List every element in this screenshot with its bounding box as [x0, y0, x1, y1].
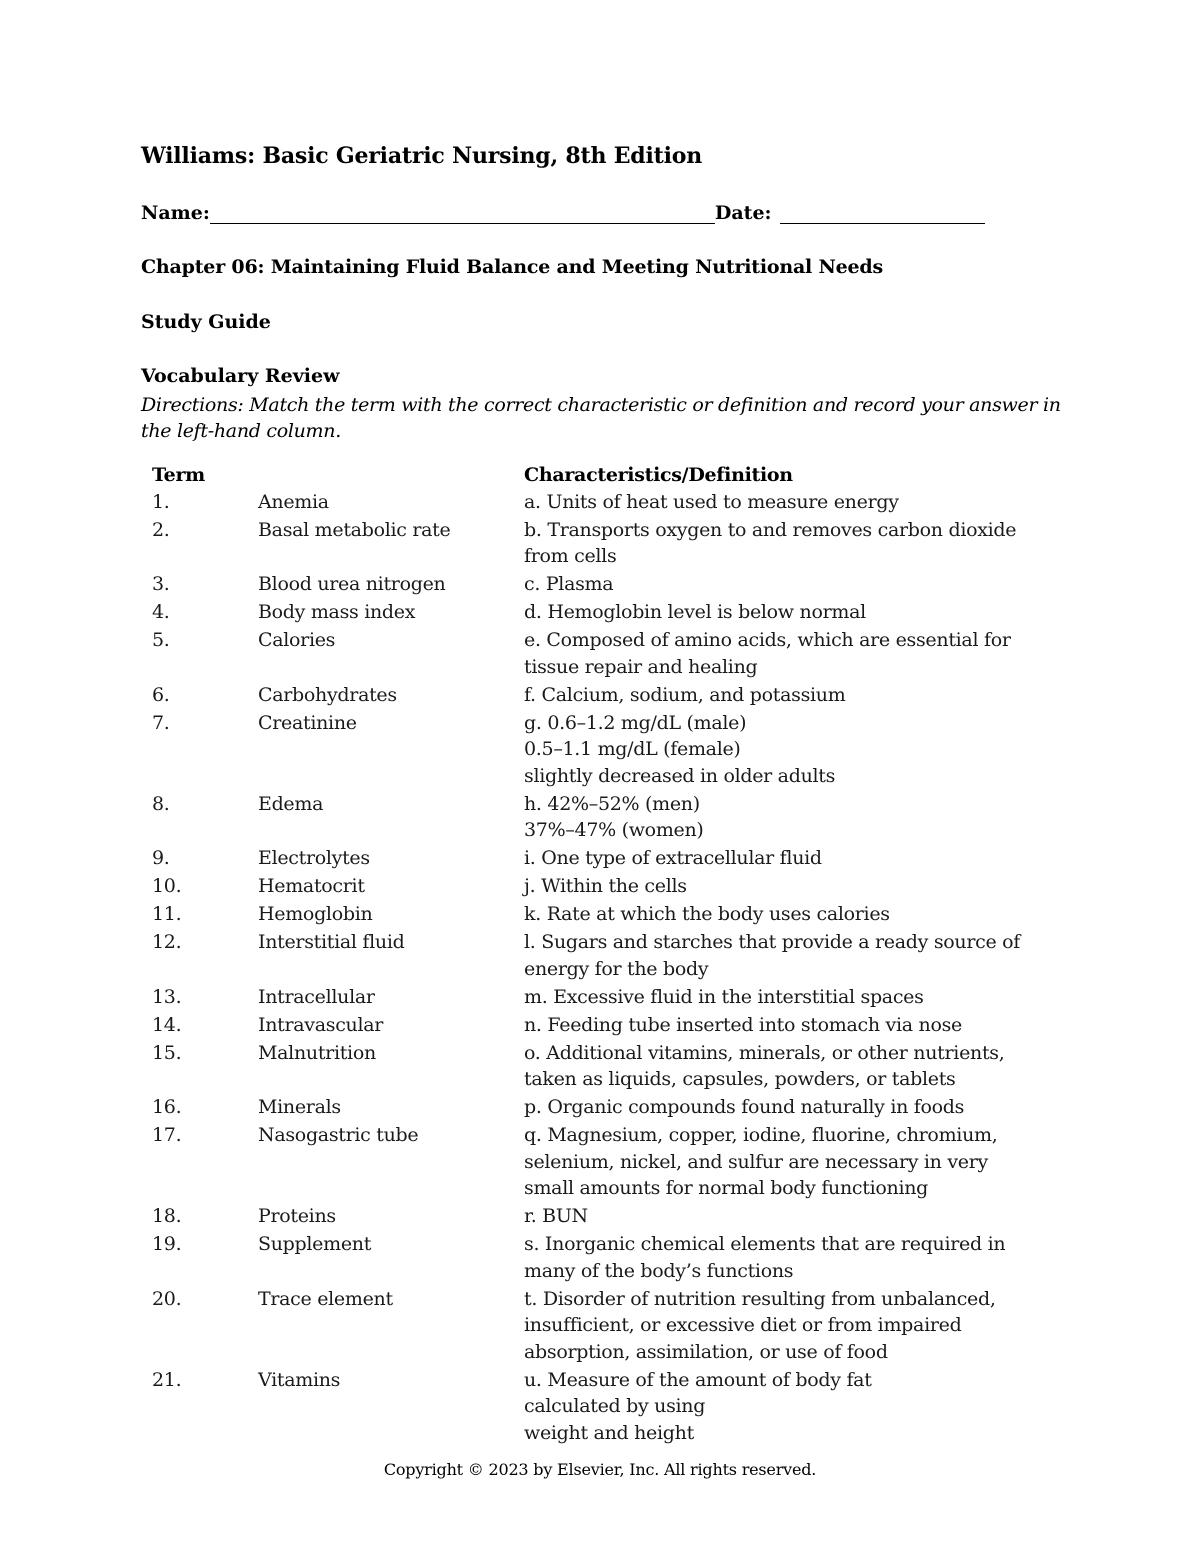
definition-cell: [524, 791, 1034, 844]
definition-line: k. Rate at which the body uses calories: [524, 903, 890, 925]
definition-line: q. Magnesium, copper, iodine, fluorine, chromium,: [524, 1124, 998, 1146]
copyright-footer: Copyright © 2023 by Elsevier, Inc. All rights reserved.: [383, 1460, 817, 1479]
definition-cell: [524, 1203, 1034, 1230]
definition-column-header: Characteristics/Definition: [524, 464, 793, 486]
term-name: Vitamins: [258, 1368, 341, 1391]
term-name: Hemoglobin: [258, 903, 373, 925]
definition-line: calculated by using: [524, 1395, 706, 1417]
term-name: Edema: [258, 792, 324, 815]
definition-cell: [524, 1094, 1034, 1121]
term-name: Intravascular: [258, 1013, 384, 1036]
definition-line: g. 0.6–1.2 mg/dL (male): [524, 711, 747, 734]
term-name: Malnutrition: [258, 1041, 376, 1064]
definition-line: n. Feeding tube inserted into stomach via nose: [524, 1013, 962, 1036]
definition-cell: [524, 1286, 1034, 1366]
definition-cell: [524, 710, 1034, 790]
definition-line: r. BUN: [524, 1205, 588, 1227]
definition-cell: [524, 682, 1034, 709]
definition-line: j. Within the cells: [524, 875, 687, 897]
definition-cell: [524, 599, 1034, 626]
term-name: Calories: [258, 629, 336, 651]
definition-line: u. Measure of the amount of body fat: [524, 1368, 872, 1391]
term-number: 15.: [152, 1041, 182, 1064]
name-label: Name:: [141, 202, 210, 224]
table-row: [152, 1367, 1034, 1447]
term-name: Nasogastric tube: [258, 1124, 419, 1146]
definition-line: insufficient, or excessive diet or from impaired: [524, 1314, 962, 1336]
term-name: Proteins: [258, 1205, 336, 1227]
term-number: 9.: [152, 847, 170, 869]
definition-cell: [524, 929, 1034, 982]
definition-line: c. Plasma: [524, 573, 614, 595]
term-name: Intracellular: [258, 985, 375, 1008]
term-name: Electrolytes: [258, 847, 370, 869]
term-number: 1.: [152, 490, 170, 513]
date-label: Date:: [714, 202, 772, 224]
term-number: 7.: [152, 711, 170, 734]
definition-line: selenium, nickel, and sulfur are necessary in very: [524, 1150, 988, 1173]
definition-cell: [524, 1012, 1034, 1039]
table-row: [152, 901, 1034, 928]
definition-line: tissue repair and healing: [524, 655, 758, 678]
definition-line: h. 42%–52% (men): [524, 792, 700, 815]
definition-line: s. Inorganic chemical elements that are required in: [524, 1233, 1006, 1255]
term-name: Blood urea nitrogen: [258, 573, 446, 595]
chapter-heading: Chapter 06: Maintaining Fluid Balance and Meeting Nutritional Needs: [141, 256, 884, 278]
table-row: [152, 1203, 1034, 1230]
definition-cell: [524, 873, 1034, 900]
term-number: 8.: [152, 792, 170, 815]
term-name: Minerals: [258, 1096, 341, 1118]
term-number: 19.: [152, 1233, 182, 1255]
vocabulary-table: [152, 462, 1034, 1448]
term-number: 18.: [152, 1205, 182, 1227]
table-row: [152, 710, 1034, 790]
definition-cell: [524, 845, 1034, 872]
term-name: Trace element: [258, 1287, 393, 1310]
table-row: [152, 1286, 1034, 1366]
definition-cell: [524, 1231, 1034, 1284]
term-name: Anemia: [258, 490, 329, 513]
table-row: [152, 627, 1034, 680]
name-date-row: [141, 202, 1001, 224]
definition-cell: [524, 571, 1034, 598]
definition-line: from cells: [524, 545, 617, 567]
definition-cell: [524, 1122, 1034, 1202]
definition-line: 0.5–1.1 mg/dL (female): [524, 738, 741, 760]
table-row: [152, 1094, 1034, 1121]
table-row: [152, 1040, 1034, 1093]
definition-line: e. Composed of amino acids, which are essential for: [524, 629, 1011, 651]
table-row: [152, 571, 1034, 598]
term-name: Interstitial fluid: [258, 931, 405, 953]
study-guide-heading: Study Guide: [141, 311, 271, 333]
table-row: [152, 845, 1034, 872]
definition-line: l. Sugars and starches that provide a ready source of: [524, 931, 1021, 953]
term-number: 11.: [152, 903, 182, 925]
document-title: Williams: Basic Geriatric Nursing, 8th Edition: [141, 143, 703, 169]
term-number: 21.: [152, 1368, 182, 1391]
table-row: [152, 517, 1034, 570]
table-row: [152, 1231, 1034, 1284]
definition-line: o. Additional vitamins, minerals, or other nutrients,: [524, 1041, 1005, 1064]
term-number: 16.: [152, 1096, 182, 1118]
term-number: 4.: [152, 601, 170, 623]
definition-line: i. One type of extracellular fluid: [524, 847, 822, 869]
table-row: [152, 929, 1034, 982]
definition-cell: [524, 517, 1034, 570]
table-header-row: [152, 462, 1034, 489]
table-row: [152, 873, 1034, 900]
date-field[interactable]: [780, 205, 985, 224]
term-name: Body mass index: [258, 601, 416, 623]
table-row: [152, 1122, 1034, 1202]
term-name: Carbohydrates: [258, 683, 397, 706]
table-row: [152, 791, 1034, 844]
term-name: Basal metabolic rate: [258, 518, 451, 541]
definition-line: m. Excessive fluid in the interstitial spaces: [524, 985, 924, 1008]
definition-line: t. Disorder of nutrition resulting from unbalanced,: [524, 1287, 996, 1310]
definition-line: p. Organic compounds found naturally in foods: [524, 1096, 965, 1118]
definition-line: 37%–47% (women): [524, 819, 704, 841]
term-name: Creatinine: [258, 711, 357, 734]
definition-cell: [524, 1040, 1034, 1093]
term-number: 20.: [152, 1287, 182, 1310]
term-number: 13.: [152, 985, 182, 1008]
term-number: 6.: [152, 683, 170, 706]
definition-line: d. Hemoglobin level is below normal: [524, 601, 866, 623]
table-row: [152, 1012, 1034, 1039]
term-number: 10.: [152, 875, 182, 897]
definition-line: small amounts for normal body functioning: [524, 1177, 929, 1199]
definition-line: b. Transports oxygen to and removes carbon dioxide: [524, 518, 1017, 541]
term-name: Hematocrit: [258, 875, 365, 897]
vocabulary-review-heading: Vocabulary Review: [141, 365, 340, 387]
table-row: [152, 599, 1034, 626]
term-number: 3.: [152, 573, 170, 595]
definition-line: taken as liquids, capsules, powders, or tablets: [524, 1068, 956, 1090]
table-row: [152, 489, 1034, 516]
term-number: 17.: [152, 1124, 182, 1146]
table-row: [152, 682, 1034, 709]
definition-cell: [524, 984, 1034, 1011]
definition-line: f. Calcium, sodium, and potassium: [524, 683, 846, 706]
definition-line: slightly decreased in older adults: [524, 764, 836, 787]
definition-line: a. Units of heat used to measure energy: [524, 490, 899, 513]
definition-cell: [524, 901, 1034, 928]
term-column-header: Term: [152, 464, 205, 486]
definition-cell: [524, 627, 1034, 680]
definition-line: absorption, assimilation, or use of food: [524, 1340, 888, 1363]
definition-cell: [524, 489, 1034, 516]
name-field[interactable]: [210, 205, 715, 224]
definition-cell: [524, 1367, 1034, 1447]
table-row: [152, 984, 1034, 1011]
definition-line: energy for the body: [524, 957, 709, 980]
term-number: 2.: [152, 518, 170, 541]
term-number: 12.: [152, 931, 182, 953]
definition-line: weight and height: [524, 1421, 694, 1444]
directions-text: Directions: Match the term with the correct characteristic or definition and record your answer in the left-hand column.: [141, 394, 1061, 442]
definition-line: many of the body’s functions: [524, 1259, 794, 1282]
term-number: 5.: [152, 629, 170, 651]
term-number: 14.: [152, 1013, 182, 1036]
term-name: Supplement: [258, 1233, 372, 1255]
